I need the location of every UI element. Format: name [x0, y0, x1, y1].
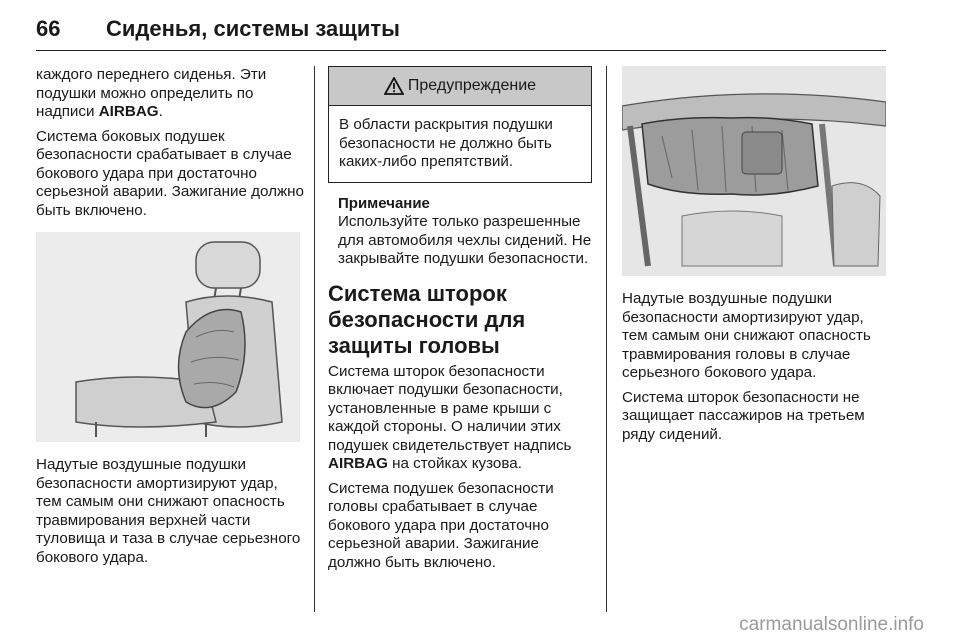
image-caption: Надутые воздушные подушки безопасности амортизируют удар, тем самым они снижают опасность травмирования верхней части туловища и таза в случае серьезного бокового удара. [36, 456, 301, 566]
paragraph-text: на стойках кузова. [387, 455, 522, 472]
airbag-label: AIRBAG [98, 103, 159, 120]
image-caption: Надутые воздушные подушки безопасности амортизируют удар, тем самым они снижают опасность травмирования головы в случае серьезного бокового удара. [622, 290, 871, 381]
page-number: 66 [36, 16, 61, 41]
paragraph-text: Система шторок безопасности включает подушки безопасности, установленные в раме крыши с каждой стороны. О наличии этих подушек свидетельствует надпись [328, 362, 572, 454]
paragraph [328, 363, 592, 474]
paragraph: Система боковых подушек безопасности срабатывает в случае бокового удара при достаточно серьезной аварии. Зажигание должно быть включено. [36, 127, 304, 219]
paragraph-text: каждого переднего сиденья. Эти подушки можно определить по надписи [36, 66, 267, 120]
page-title: Сиденья, системы защиты [106, 16, 400, 41]
section-title: Система шторок безопасности для защиты головы [328, 280, 526, 358]
column-divider [314, 66, 315, 612]
airbag-label: AIRBAG [328, 455, 388, 472]
seat-airbag-illustration [36, 232, 300, 442]
watermark: carmanualsonline.info [739, 614, 924, 635]
warning-title: Предупреждение [407, 76, 537, 94]
paragraph [36, 66, 304, 122]
column-divider [606, 66, 607, 612]
column-3 [622, 66, 888, 450]
column-1 [36, 66, 304, 573]
paragraph-text: . [158, 103, 163, 120]
note-title: Примечание [338, 194, 430, 212]
warning-triangle-icon [384, 77, 404, 95]
paragraph: Система подушек безопасности головы срабатывает в случае бокового удара при достаточно серьезной аварии. Зажигание должно быть включено. [328, 479, 554, 571]
warning-body: В области раскрытия подушки безопасности не должно быть каких-либо препятствий. [339, 116, 553, 170]
curtain-airbag-illustration [622, 66, 886, 276]
column-2 [328, 66, 592, 578]
page-header [36, 14, 886, 51]
warning-header [329, 67, 591, 106]
warning-box [328, 66, 592, 183]
note-body: Используйте только разрешенные для автомобиля чехлы сидений. Не закрывайте подушки безопасности. [338, 213, 592, 267]
paragraph: Система шторок безопасности не защищает пассажиров на третьем ряду сидений. [622, 388, 865, 443]
